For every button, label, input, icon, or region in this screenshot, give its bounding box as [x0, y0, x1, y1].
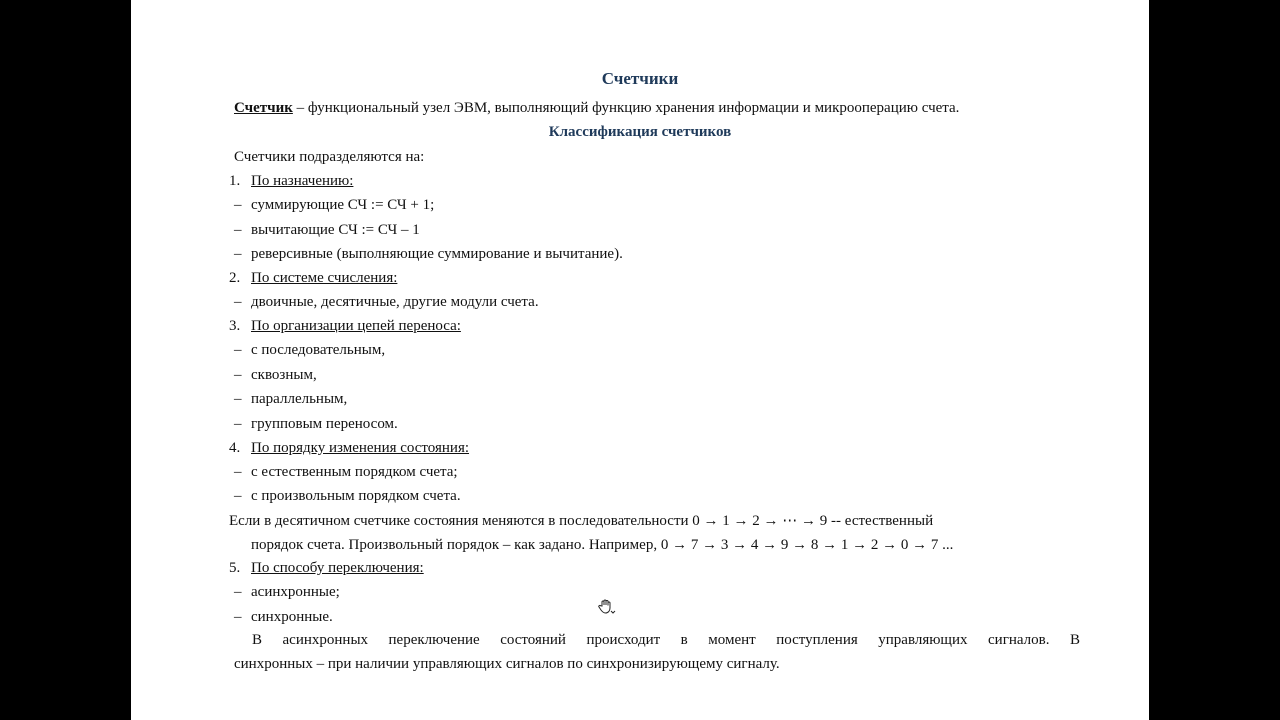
definition-line: [234, 98, 959, 118]
definition-term: Счетчик: [234, 100, 293, 116]
section-number: 2.: [229, 270, 241, 286]
list-item: [234, 340, 385, 360]
section-title: По порядку изменения состояния:: [251, 440, 470, 456]
dash-bullet: –: [234, 367, 242, 383]
list-item: [234, 244, 623, 264]
intro-text: Счетчики подразделяются на:: [234, 149, 425, 165]
dash-bullet: –: [234, 197, 242, 213]
section-heading-5: [229, 558, 424, 578]
dash-bullet: –: [234, 609, 242, 625]
final-paragraph-line-2: синхронных – при наличии управляющих сигналов по синхронизирующему сигналу.: [234, 656, 780, 672]
list-item-text: суммирующие СЧ := СЧ + 1;: [251, 197, 435, 213]
dash-bullet: –: [234, 222, 242, 238]
section-heading-1: [229, 171, 353, 191]
dash-bullet: –: [234, 464, 242, 480]
section-title: По системе счисления:: [251, 270, 398, 286]
list-item-text: с последовательным,: [251, 342, 386, 358]
dash-bullet: –: [234, 342, 242, 358]
dash-bullet: –: [234, 294, 242, 310]
section-heading-2: [229, 268, 397, 288]
list-item: [234, 365, 317, 385]
list-item: [234, 607, 333, 627]
note-line-2: порядок счета. Произвольный порядок – как задано. Например, 0 → 7 → 3 → 4 → 9 → 8 → 1 → 2 → 0 → 7 ...: [251, 537, 954, 553]
final-paragraph-line-1: В асинхронных переключение состояний происходит в момент поступления управляющих сигналов. В: [252, 632, 1080, 648]
section-number: 4.: [229, 440, 241, 456]
list-item-text: асинхронные;: [251, 584, 340, 600]
note-line-1: Если в десятичном счетчике состояния меняются в последовательности 0 → 1 → 2 → ⋯ → 9 -- естественный: [229, 513, 934, 529]
section-title: По способу переключения:: [251, 560, 424, 576]
section-number: 1.: [229, 173, 241, 189]
list-item: [234, 292, 539, 312]
list-item: [234, 389, 347, 409]
dash-bullet: –: [234, 488, 242, 504]
section-title: По организации цепей переноса:: [251, 318, 461, 334]
list-item-text: реверсивные (выполняющие суммирование и вычитание).: [251, 246, 623, 262]
list-item-text: сквозным,: [251, 367, 317, 383]
document-page: [131, 0, 1149, 720]
list-item: [234, 462, 458, 482]
list-item-text: с естественным порядком счета;: [251, 464, 458, 480]
section-title: По назначению:: [251, 173, 354, 189]
list-item: [234, 414, 398, 434]
section-number: 3.: [229, 318, 241, 334]
list-item: [234, 195, 434, 215]
section-heading-4: [229, 438, 469, 458]
section-number: 5.: [229, 560, 241, 576]
list-item-text: вычитающие СЧ := СЧ – 1: [251, 222, 420, 238]
definition-text: – функциональный узел ЭВМ, выполняющий функцию хранения информации и микрооперацию счета.: [292, 100, 960, 116]
classification-heading: Классификация счетчиков: [548, 124, 732, 140]
dash-bullet: –: [234, 391, 242, 407]
list-item: [234, 220, 420, 240]
list-item-text: синхронные.: [251, 609, 333, 625]
list-item-text: групповым переносом.: [251, 416, 398, 432]
list-item-text: двоичные, десятичные, другие модули счета.: [251, 294, 539, 310]
section-heading-3: [229, 316, 461, 336]
hand-cursor-icon: [596, 597, 616, 617]
list-item: [234, 582, 340, 602]
list-item-text: параллельным,: [251, 391, 348, 407]
list-item-text: с произвольным порядком счета.: [251, 488, 461, 504]
dash-bullet: –: [234, 246, 242, 262]
dash-bullet: –: [234, 416, 242, 432]
list-item: [234, 486, 461, 506]
dash-bullet: –: [234, 584, 242, 600]
page-title: Счетчики: [601, 69, 679, 88]
